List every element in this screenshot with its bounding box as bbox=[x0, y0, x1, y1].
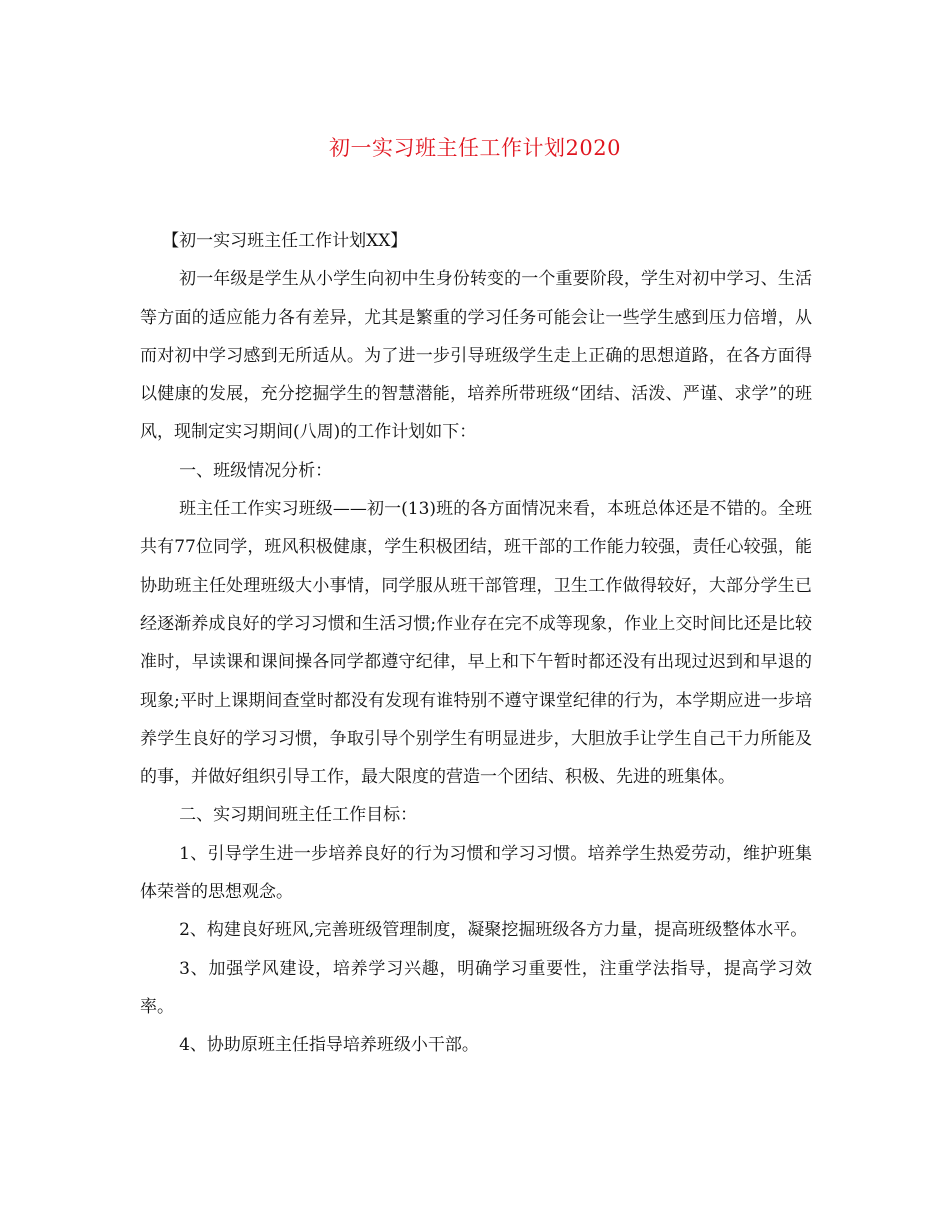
paragraph-class-analysis: 班主任工作实习班级——初一(13)班的各方面情况来看，本班总体还是不错的。全班共有77位同学，班风积极健康，学生积极团结，班干部的工作能力较强，责任心较强，能协助班主任处理班级大小事情，同学服从班干部管理，卫生工作做得较好，大部分学生已经逐渐养成良好的学习习惯和生活习惯;作业存在完不成等现象，作业上交时间比还是比较准时，早读课和课间操各同学都遵守纪律，早上和下午暂时都还没有出现过迟到和早退的现象;平时上课期间查堂时都没有发现有谁特别不遵守课堂纪律的行为，本学期应进一步培养学生良好的学习习惯，争取引导个别学生有明显进步，大胆放手让学生自己干力所能及的事，并做好组织引导工作，最大限度的营造一个团结、积极、先进的班集体。 bbox=[140, 499, 812, 788]
paragraph-introduction: 初一年级是学生从小学生向初中生身份转变的一个重要阶段，学生对初中学习、生活等方面的适应能力各有差异，尤其是繁重的学习任务可能会让一些学生感到压力倍增，从而对初中学习感到无所适从。为了进一步引导班级学生走上正确的思想道路，在各方面得以健康的发展，充分挖掘学生的智慧潜能，培养所带班级“团结、活泼、严谨、求学”的班风，现制定实习期间(八周)的工作计划如下： bbox=[140, 269, 812, 443]
document-body bbox=[140, 222, 812, 1065]
goal-item-4: 4、协助原班主任指导培养班级小干部。 bbox=[179, 1035, 479, 1056]
section-heading-work-goals: 二、实习期间班主任工作目标： bbox=[179, 805, 418, 826]
paragraph-source-note: 【初一实习班主任工作计划XX】 bbox=[162, 231, 408, 251]
goal-item-2: 2、构建良好班风,完善班级管理制度，凝聚挖掘班级各方力量，提高班级整体水平。 bbox=[179, 920, 808, 941]
goal-item-1: 1、引导学生进一步培养良好的行为习惯和学习习惯。培养学生热爱劳动，维护班集体荣誉的思想观念。 bbox=[140, 843, 812, 903]
goal-item-3: 3、加强学风建设，培养学习兴趣，明确学习重要性，注重学法指导，提高学习效率。 bbox=[140, 958, 812, 1017]
document-title: 初一实习班主任工作计划2020 bbox=[329, 136, 621, 160]
section-heading-class-analysis: 一、班级情况分析： bbox=[179, 460, 333, 481]
